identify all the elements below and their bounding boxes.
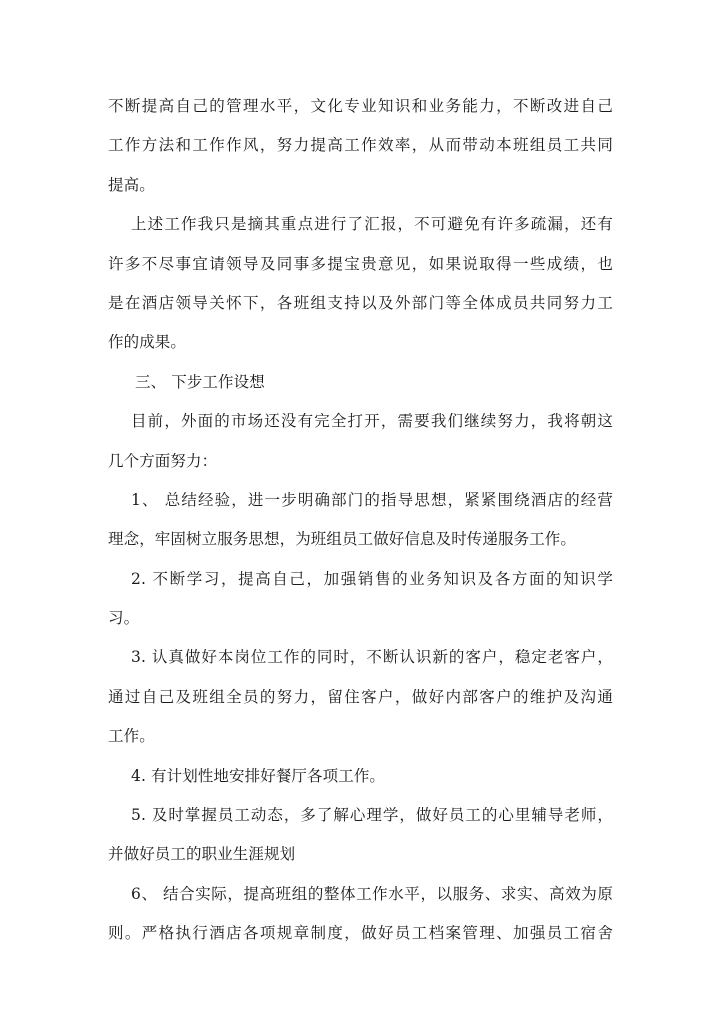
list-item-line: 通过自己及班组全员的努力，留住客户，做好内部客户的维护及沟通: [108, 687, 613, 706]
paragraph-line: 是在酒店领导关怀下，各班组支持以及外部门等全体成员共同努力工: [108, 293, 613, 312]
paragraph-line: 提高。: [108, 175, 155, 194]
list-item-line: 工作。: [108, 727, 155, 746]
paragraph-line: 许多不尽事宜请领导及同事多提宝贵意见，如果说取得一些成绩，也: [108, 254, 613, 273]
list-item-line: 并做好员工的职业生涯规划: [108, 845, 296, 864]
list-item-line: 则。严格执行酒店各项规章制度，做好员工档案管理、加强员工宿舍: [108, 924, 613, 943]
section-heading: 三、 下步工作设想: [135, 372, 265, 391]
list-item-line: 习。: [108, 609, 140, 628]
paragraph-line: 上述工作我只是摘其重点进行了汇报，不可避免有许多疏漏，还有: [131, 215, 613, 234]
list-item-line: 理念，牢固树立服务思想，为班组员工做好信息及时传递服务工作。: [108, 530, 577, 549]
list-item-line: 1、 总结经验，进一步明确部门的指导思想，紧紧围绕酒店的经营: [131, 490, 613, 509]
list-item-line: 4. 有计划性地安排好餐厅各项工作。: [131, 766, 386, 785]
paragraph-line: 工作方法和工作作风，努力提高工作效率，从而带动本班组员工共同: [108, 136, 613, 155]
list-item-line: 6、 结合实际，提高班组的整体工作水平，以服务、求实、高效为原: [131, 884, 613, 903]
list-item-line: 5. 及时掌握员工动态，多了解心理学，做好员工的心里辅导老师，: [131, 806, 613, 825]
list-item-line: 3. 认真做好本岗位工作的同时，不断认识新的客户，稳定老客户，: [131, 648, 613, 667]
paragraph-line: 目前，外面的市场还没有完全打开，需要我们继续努力，我将朝这: [131, 412, 613, 431]
list-item-line: 2. 不断学习，提高自己，加强销售的业务知识及各方面的知识学: [131, 569, 613, 588]
paragraph-line: 作的成果。: [108, 333, 187, 352]
paragraph-line: 不断提高自己的管理水平，文化专业知识和业务能力，不断改进自己: [108, 97, 613, 115]
document-page: [108, 87, 613, 954]
paragraph-line: 几个方面努力：: [108, 451, 218, 470]
